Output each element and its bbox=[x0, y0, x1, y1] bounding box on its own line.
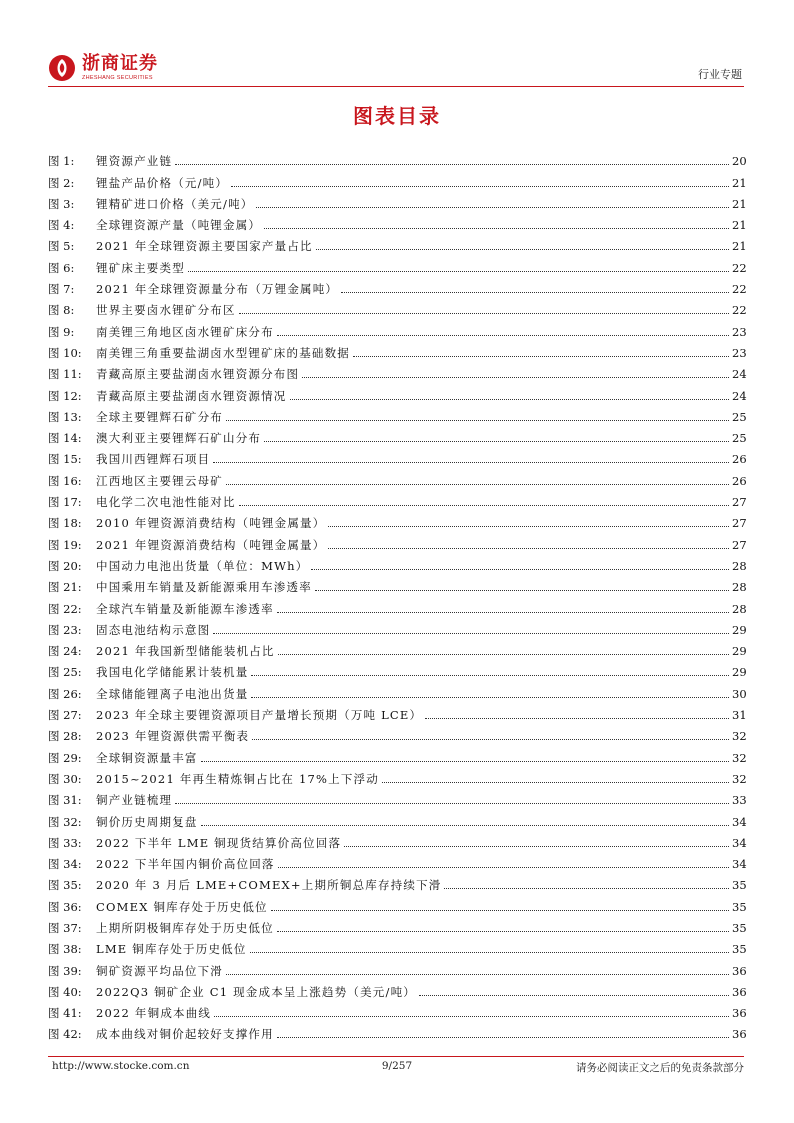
toc-entry-page: 23 bbox=[732, 324, 747, 339]
page-header bbox=[48, 50, 744, 86]
toc-dot-leader bbox=[328, 547, 729, 549]
toc-entry-number: 图 28: bbox=[48, 729, 82, 744]
toc-entry-title: 铜产业链梳理 bbox=[96, 793, 173, 808]
toc-entry-number: 图 30: bbox=[48, 771, 82, 786]
footer-disclaimer-note: 请务必阅读正文之后的免责条款部分 bbox=[576, 1062, 744, 1074]
toc-entry[interactable] bbox=[48, 658, 746, 679]
toc-entry[interactable] bbox=[48, 722, 746, 743]
toc-entry-page: 36 bbox=[732, 1027, 747, 1042]
toc-entry-title: 2022 下半年 LME 铜现货结算价高位回落 bbox=[96, 835, 342, 850]
logo-chinese-name: 浙商证券 bbox=[82, 52, 158, 74]
toc-dot-leader bbox=[425, 717, 729, 719]
toc-entry-number: 图 37: bbox=[48, 920, 82, 935]
toc-entry-number: 图 13: bbox=[48, 409, 82, 424]
toc-entry-title: 2023 年锂资源供需平衡表 bbox=[96, 729, 250, 744]
toc-entry-number: 图 5: bbox=[48, 239, 75, 254]
toc-dot-leader bbox=[277, 1036, 729, 1038]
toc-entry-title: 2022 下半年国内铜价高位回落 bbox=[96, 857, 275, 872]
toc-entry[interactable] bbox=[48, 807, 746, 828]
toc-dot-leader bbox=[311, 568, 729, 570]
toc-entry-title: 全球主要锂辉石矿分布 bbox=[96, 409, 223, 424]
toc-entry-number: 图 38: bbox=[48, 942, 82, 957]
toc-entry-title: 锂盐产品价格（元/吨） bbox=[96, 175, 229, 190]
toc-entry-number: 图 40: bbox=[48, 984, 82, 999]
toc-entry-title: 锂精矿进口价格（美元/吨） bbox=[96, 196, 254, 211]
toc-entry-page: 34 bbox=[732, 857, 747, 872]
toc-entry[interactable] bbox=[48, 871, 746, 892]
toc-entry[interactable] bbox=[48, 466, 746, 487]
footer-divider bbox=[48, 1056, 744, 1057]
toc-entry-number: 图 4: bbox=[48, 218, 75, 233]
toc-entry[interactable] bbox=[48, 892, 746, 913]
toc-entry[interactable] bbox=[48, 935, 746, 956]
toc-entry-title: 2015~2021 年再生精炼铜占比在 17%上下浮动 bbox=[96, 771, 379, 786]
toc-entry-number: 图 39: bbox=[48, 963, 82, 978]
toc-entry[interactable] bbox=[48, 829, 746, 850]
page-title: 图表目录 bbox=[353, 104, 441, 128]
footer-page-number: 9/257 bbox=[381, 1060, 413, 1072]
toc-entry-page: 21 bbox=[732, 218, 747, 233]
toc-entry-number: 图 41: bbox=[48, 1006, 82, 1021]
toc-entry-title: 2021 年全球锂资源主要国家产量占比 bbox=[96, 239, 313, 254]
toc-entry[interactable] bbox=[48, 999, 746, 1020]
toc-entry-title: 2010 年锂资源消费结构（吨锂金属量） bbox=[96, 516, 326, 531]
toc-entry-title: 成本曲线对铜价起较好支撑作用 bbox=[96, 1027, 274, 1042]
toc-entry-number: 图 2: bbox=[48, 175, 75, 190]
toc-entry[interactable] bbox=[48, 296, 746, 317]
toc-entry[interactable] bbox=[48, 403, 746, 424]
toc-entry-title: 我国电化学储能累计装机量 bbox=[96, 665, 249, 680]
toc-entry[interactable] bbox=[48, 445, 746, 466]
toc-entry-title: 锂矿床主要类型 bbox=[96, 260, 185, 275]
toc-dot-leader bbox=[201, 824, 729, 826]
toc-entry-page: 36 bbox=[732, 963, 747, 978]
footer-url-link[interactable]: http://www.stocke.com.cn bbox=[52, 1060, 190, 1072]
toc-dot-leader bbox=[315, 589, 729, 591]
toc-entry[interactable] bbox=[48, 1020, 746, 1041]
toc-entry-page: 34 bbox=[732, 814, 747, 829]
toc-entry-number: 图 17: bbox=[48, 495, 82, 510]
toc-entry-number: 图 21: bbox=[48, 580, 82, 595]
toc-entry-number: 图 25: bbox=[48, 665, 82, 680]
toc-entry[interactable] bbox=[48, 147, 746, 168]
toc-entry-title: 中国动力电池出货量（单位：MWh） bbox=[96, 558, 309, 573]
figure-table-of-contents bbox=[48, 147, 746, 1041]
toc-entry-page: 32 bbox=[732, 771, 747, 786]
toc-entry-number: 图 9: bbox=[48, 324, 75, 339]
toc-entry-title: 南美锂三角重要盐湖卤水型锂矿床的基础数据 bbox=[96, 345, 350, 360]
toc-entry-title: 南美锂三角地区卤水锂矿床分布 bbox=[96, 324, 274, 339]
toc-entry-title: 2021 年我国新型储能装机占比 bbox=[96, 644, 275, 659]
toc-entry-title: 全球汽车销量及新能源车渗透率 bbox=[96, 601, 274, 616]
toc-entry[interactable] bbox=[48, 978, 746, 999]
toc-entry-title: 全球储能锂离子电池出货量 bbox=[96, 686, 249, 701]
toc-dot-leader bbox=[188, 270, 729, 272]
toc-dot-leader bbox=[264, 227, 729, 229]
toc-entry-title: 电化学二次电池性能对比 bbox=[96, 495, 236, 510]
toc-entry-title: 2023 年全球主要锂资源项目产量增长预期（万吨 LCE） bbox=[96, 708, 423, 723]
toc-dot-leader bbox=[302, 376, 729, 378]
toc-entry-title: 锂资源产业链 bbox=[96, 154, 173, 169]
toc-entry-page: 28 bbox=[732, 558, 747, 573]
toc-entry[interactable] bbox=[48, 317, 746, 338]
toc-entry[interactable] bbox=[48, 339, 746, 360]
toc-entry-page: 26 bbox=[732, 452, 747, 467]
toc-dot-leader bbox=[214, 1015, 729, 1017]
toc-entry-page: 35 bbox=[732, 899, 747, 914]
toc-entry-page: 30 bbox=[732, 686, 747, 701]
toc-entry[interactable] bbox=[48, 190, 746, 211]
toc-entry-page: 24 bbox=[732, 367, 747, 382]
toc-entry-number: 图 10: bbox=[48, 345, 82, 360]
toc-entry-number: 图 3: bbox=[48, 196, 75, 211]
toc-entry-number: 图 26: bbox=[48, 686, 82, 701]
toc-dot-leader bbox=[290, 398, 730, 400]
toc-entry-title: 澳大利亚主要锂辉石矿山分布 bbox=[96, 431, 262, 446]
toc-entry-number: 图 34: bbox=[48, 857, 82, 872]
toc-entry[interactable] bbox=[48, 275, 746, 296]
toc-entry[interactable] bbox=[48, 509, 746, 530]
toc-dot-leader bbox=[382, 781, 729, 783]
toc-entry-number: 图 11: bbox=[48, 367, 82, 382]
toc-entry-page: 32 bbox=[732, 729, 747, 744]
toc-entry-title: 青藏高原主要盐湖卤水锂资源情况 bbox=[96, 388, 287, 403]
toc-dot-leader bbox=[271, 909, 729, 911]
toc-entry-page: 33 bbox=[732, 793, 747, 808]
toc-entry[interactable] bbox=[48, 701, 746, 722]
toc-entry-number: 图 35: bbox=[48, 878, 82, 893]
toc-dot-leader bbox=[213, 461, 729, 463]
toc-entry-number: 图 14: bbox=[48, 431, 82, 446]
toc-entry[interactable] bbox=[48, 168, 746, 189]
toc-entry-page: 22 bbox=[732, 260, 747, 275]
toc-entry-title: 2021 年锂资源消费结构（吨锂金属量） bbox=[96, 537, 326, 552]
toc-entry-title: 固态电池结构示意图 bbox=[96, 622, 211, 637]
toc-entry-page: 25 bbox=[732, 409, 747, 424]
toc-dot-leader bbox=[278, 866, 729, 868]
toc-entry[interactable] bbox=[48, 232, 746, 253]
toc-entry-title: 青藏高原主要盐湖卤水锂资源分布图 bbox=[96, 367, 300, 382]
toc-entry-title: 世界主要卤水锂矿分布区 bbox=[96, 303, 236, 318]
toc-entry-number: 图 32: bbox=[48, 814, 82, 829]
toc-entry-page: 27 bbox=[732, 495, 747, 510]
toc-dot-leader bbox=[226, 483, 729, 485]
toc-entry-page: 29 bbox=[732, 665, 747, 680]
toc-entry-number: 图 6: bbox=[48, 260, 75, 275]
logo-english-name: ZHESHANG SECURITIES bbox=[82, 74, 153, 81]
toc-entry-page: 27 bbox=[732, 537, 747, 552]
toc-entry[interactable] bbox=[48, 424, 746, 445]
toc-dot-leader bbox=[341, 291, 729, 293]
toc-entry-number: 图 16: bbox=[48, 473, 82, 488]
toc-entry-number: 图 24: bbox=[48, 644, 82, 659]
toc-dot-leader bbox=[316, 248, 729, 250]
toc-entry[interactable] bbox=[48, 765, 746, 786]
toc-entry[interactable] bbox=[48, 381, 746, 402]
toc-entry-page: 22 bbox=[732, 282, 747, 297]
toc-entry[interactable] bbox=[48, 253, 746, 274]
toc-entry[interactable] bbox=[48, 850, 746, 871]
toc-entry-number: 图 7: bbox=[48, 282, 75, 297]
toc-dot-leader bbox=[344, 845, 729, 847]
toc-entry-title: 江西地区主要锂云母矿 bbox=[96, 473, 223, 488]
toc-entry[interactable] bbox=[48, 786, 746, 807]
toc-dot-leader bbox=[226, 973, 729, 975]
toc-entry-title: 我国川西锂辉石项目 bbox=[96, 452, 211, 467]
toc-entry-page: 28 bbox=[732, 580, 747, 595]
toc-entry-title: 中国乘用车销量及新能源乘用车渗透率 bbox=[96, 580, 312, 595]
toc-entry-page: 29 bbox=[732, 644, 747, 659]
toc-entry[interactable] bbox=[48, 743, 746, 764]
toc-entry-page: 35 bbox=[732, 920, 747, 935]
toc-entry-number: 图 29: bbox=[48, 750, 82, 765]
toc-dot-leader bbox=[328, 525, 729, 527]
toc-entry[interactable] bbox=[48, 573, 746, 594]
toc-entry-number: 图 23: bbox=[48, 622, 82, 637]
toc-dot-leader bbox=[251, 696, 729, 698]
toc-entry-page: 35 bbox=[732, 942, 747, 957]
toc-entry-title: LME 铜库存处于历史低位 bbox=[96, 942, 247, 957]
toc-entry[interactable] bbox=[48, 488, 746, 509]
toc-entry-number: 图 31: bbox=[48, 793, 82, 808]
toc-entry-title: 上期所阴极铜库存处于历史低位 bbox=[96, 920, 274, 935]
toc-dot-leader bbox=[239, 312, 729, 314]
toc-entry[interactable] bbox=[48, 530, 746, 551]
company-logo bbox=[48, 50, 158, 86]
toc-dot-leader bbox=[277, 334, 729, 336]
toc-entry-number: 图 18: bbox=[48, 516, 82, 531]
toc-entry[interactable] bbox=[48, 637, 746, 658]
toc-entry-page: 21 bbox=[732, 239, 747, 254]
toc-entry-number: 图 22: bbox=[48, 601, 82, 616]
toc-entry-title: COMEX 铜库存处于历史低位 bbox=[96, 899, 268, 914]
toc-dot-leader bbox=[250, 951, 729, 953]
toc-entry-number: 图 12: bbox=[48, 388, 82, 403]
toc-entry[interactable] bbox=[48, 360, 746, 381]
toc-entry-page: 29 bbox=[732, 622, 747, 637]
toc-entry-page: 34 bbox=[732, 835, 747, 850]
toc-entry-page: 26 bbox=[732, 473, 747, 488]
toc-entry[interactable] bbox=[48, 914, 746, 935]
toc-entry-number: 图 33: bbox=[48, 835, 82, 850]
toc-entry-title: 铜矿资源平均品位下滑 bbox=[96, 963, 223, 978]
toc-entry-title: 2021 年全球锂资源量分布（万锂金属吨） bbox=[96, 282, 339, 297]
report-type-label: 行业专题 bbox=[698, 68, 742, 81]
toc-entry[interactable] bbox=[48, 211, 746, 232]
toc-entry-number: 图 20: bbox=[48, 558, 82, 573]
toc-dot-leader bbox=[444, 887, 729, 889]
toc-dot-leader bbox=[231, 185, 729, 187]
toc-dot-leader bbox=[353, 355, 729, 357]
toc-entry-page: 36 bbox=[732, 984, 747, 999]
toc-dot-leader bbox=[252, 738, 729, 740]
toc-entry-page: 35 bbox=[732, 878, 747, 893]
toc-dot-leader bbox=[277, 930, 729, 932]
toc-entry-page: 27 bbox=[732, 516, 747, 531]
toc-dot-leader bbox=[175, 802, 729, 804]
toc-entry-page: 23 bbox=[732, 345, 747, 360]
toc-entry-page: 20 bbox=[732, 154, 747, 169]
toc-entry-title: 2020 年 3 月后 LME+COMEX+上期所铜总库存持续下滑 bbox=[96, 878, 442, 893]
toc-entry-page: 24 bbox=[732, 388, 747, 403]
toc-dot-leader bbox=[256, 206, 729, 208]
toc-dot-leader bbox=[278, 653, 729, 655]
toc-entry-title: 2022Q3 铜矿企业 C1 现金成本呈上涨趋势（美元/吨） bbox=[96, 984, 416, 999]
toc-entry-number: 图 15: bbox=[48, 452, 82, 467]
toc-entry-page: 28 bbox=[732, 601, 747, 616]
toc-entry[interactable] bbox=[48, 594, 746, 615]
toc-entry-title: 2022 年铜成本曲线 bbox=[96, 1006, 212, 1021]
toc-dot-leader bbox=[201, 760, 729, 762]
toc-entry-number: 图 42: bbox=[48, 1027, 82, 1042]
toc-dot-leader bbox=[277, 611, 729, 613]
toc-entry-number: 图 1: bbox=[48, 154, 75, 169]
toc-entry-number: 图 19: bbox=[48, 537, 82, 552]
toc-dot-leader bbox=[213, 632, 729, 634]
toc-entry-number: 图 27: bbox=[48, 708, 82, 723]
toc-entry[interactable] bbox=[48, 552, 746, 573]
toc-entry-page: 36 bbox=[732, 1006, 747, 1021]
toc-entry-title: 铜价历史周期复盘 bbox=[96, 814, 198, 829]
header-divider bbox=[48, 86, 744, 87]
toc-entry-page: 21 bbox=[732, 175, 747, 190]
toc-entry[interactable] bbox=[48, 956, 746, 977]
toc-entry[interactable] bbox=[48, 679, 746, 700]
toc-entry-number: 图 36: bbox=[48, 899, 82, 914]
toc-entry-number: 图 8: bbox=[48, 303, 75, 318]
toc-entry-page: 21 bbox=[732, 196, 747, 211]
toc-dot-leader bbox=[175, 163, 729, 165]
toc-entry-page: 31 bbox=[732, 708, 747, 723]
toc-entry-page: 22 bbox=[732, 303, 747, 318]
toc-entry-title: 全球铜资源量丰富 bbox=[96, 750, 198, 765]
toc-dot-leader bbox=[264, 440, 729, 442]
zheshang-logo-icon bbox=[48, 54, 76, 82]
toc-entry-page: 32 bbox=[732, 750, 747, 765]
toc-dot-leader bbox=[226, 419, 729, 421]
toc-entry[interactable] bbox=[48, 616, 746, 637]
toc-dot-leader bbox=[251, 674, 729, 676]
toc-entry-title: 全球锂资源产量（吨锂金属） bbox=[96, 218, 262, 233]
toc-entry-page: 25 bbox=[732, 431, 747, 446]
toc-dot-leader bbox=[239, 504, 729, 506]
toc-dot-leader bbox=[419, 994, 729, 996]
